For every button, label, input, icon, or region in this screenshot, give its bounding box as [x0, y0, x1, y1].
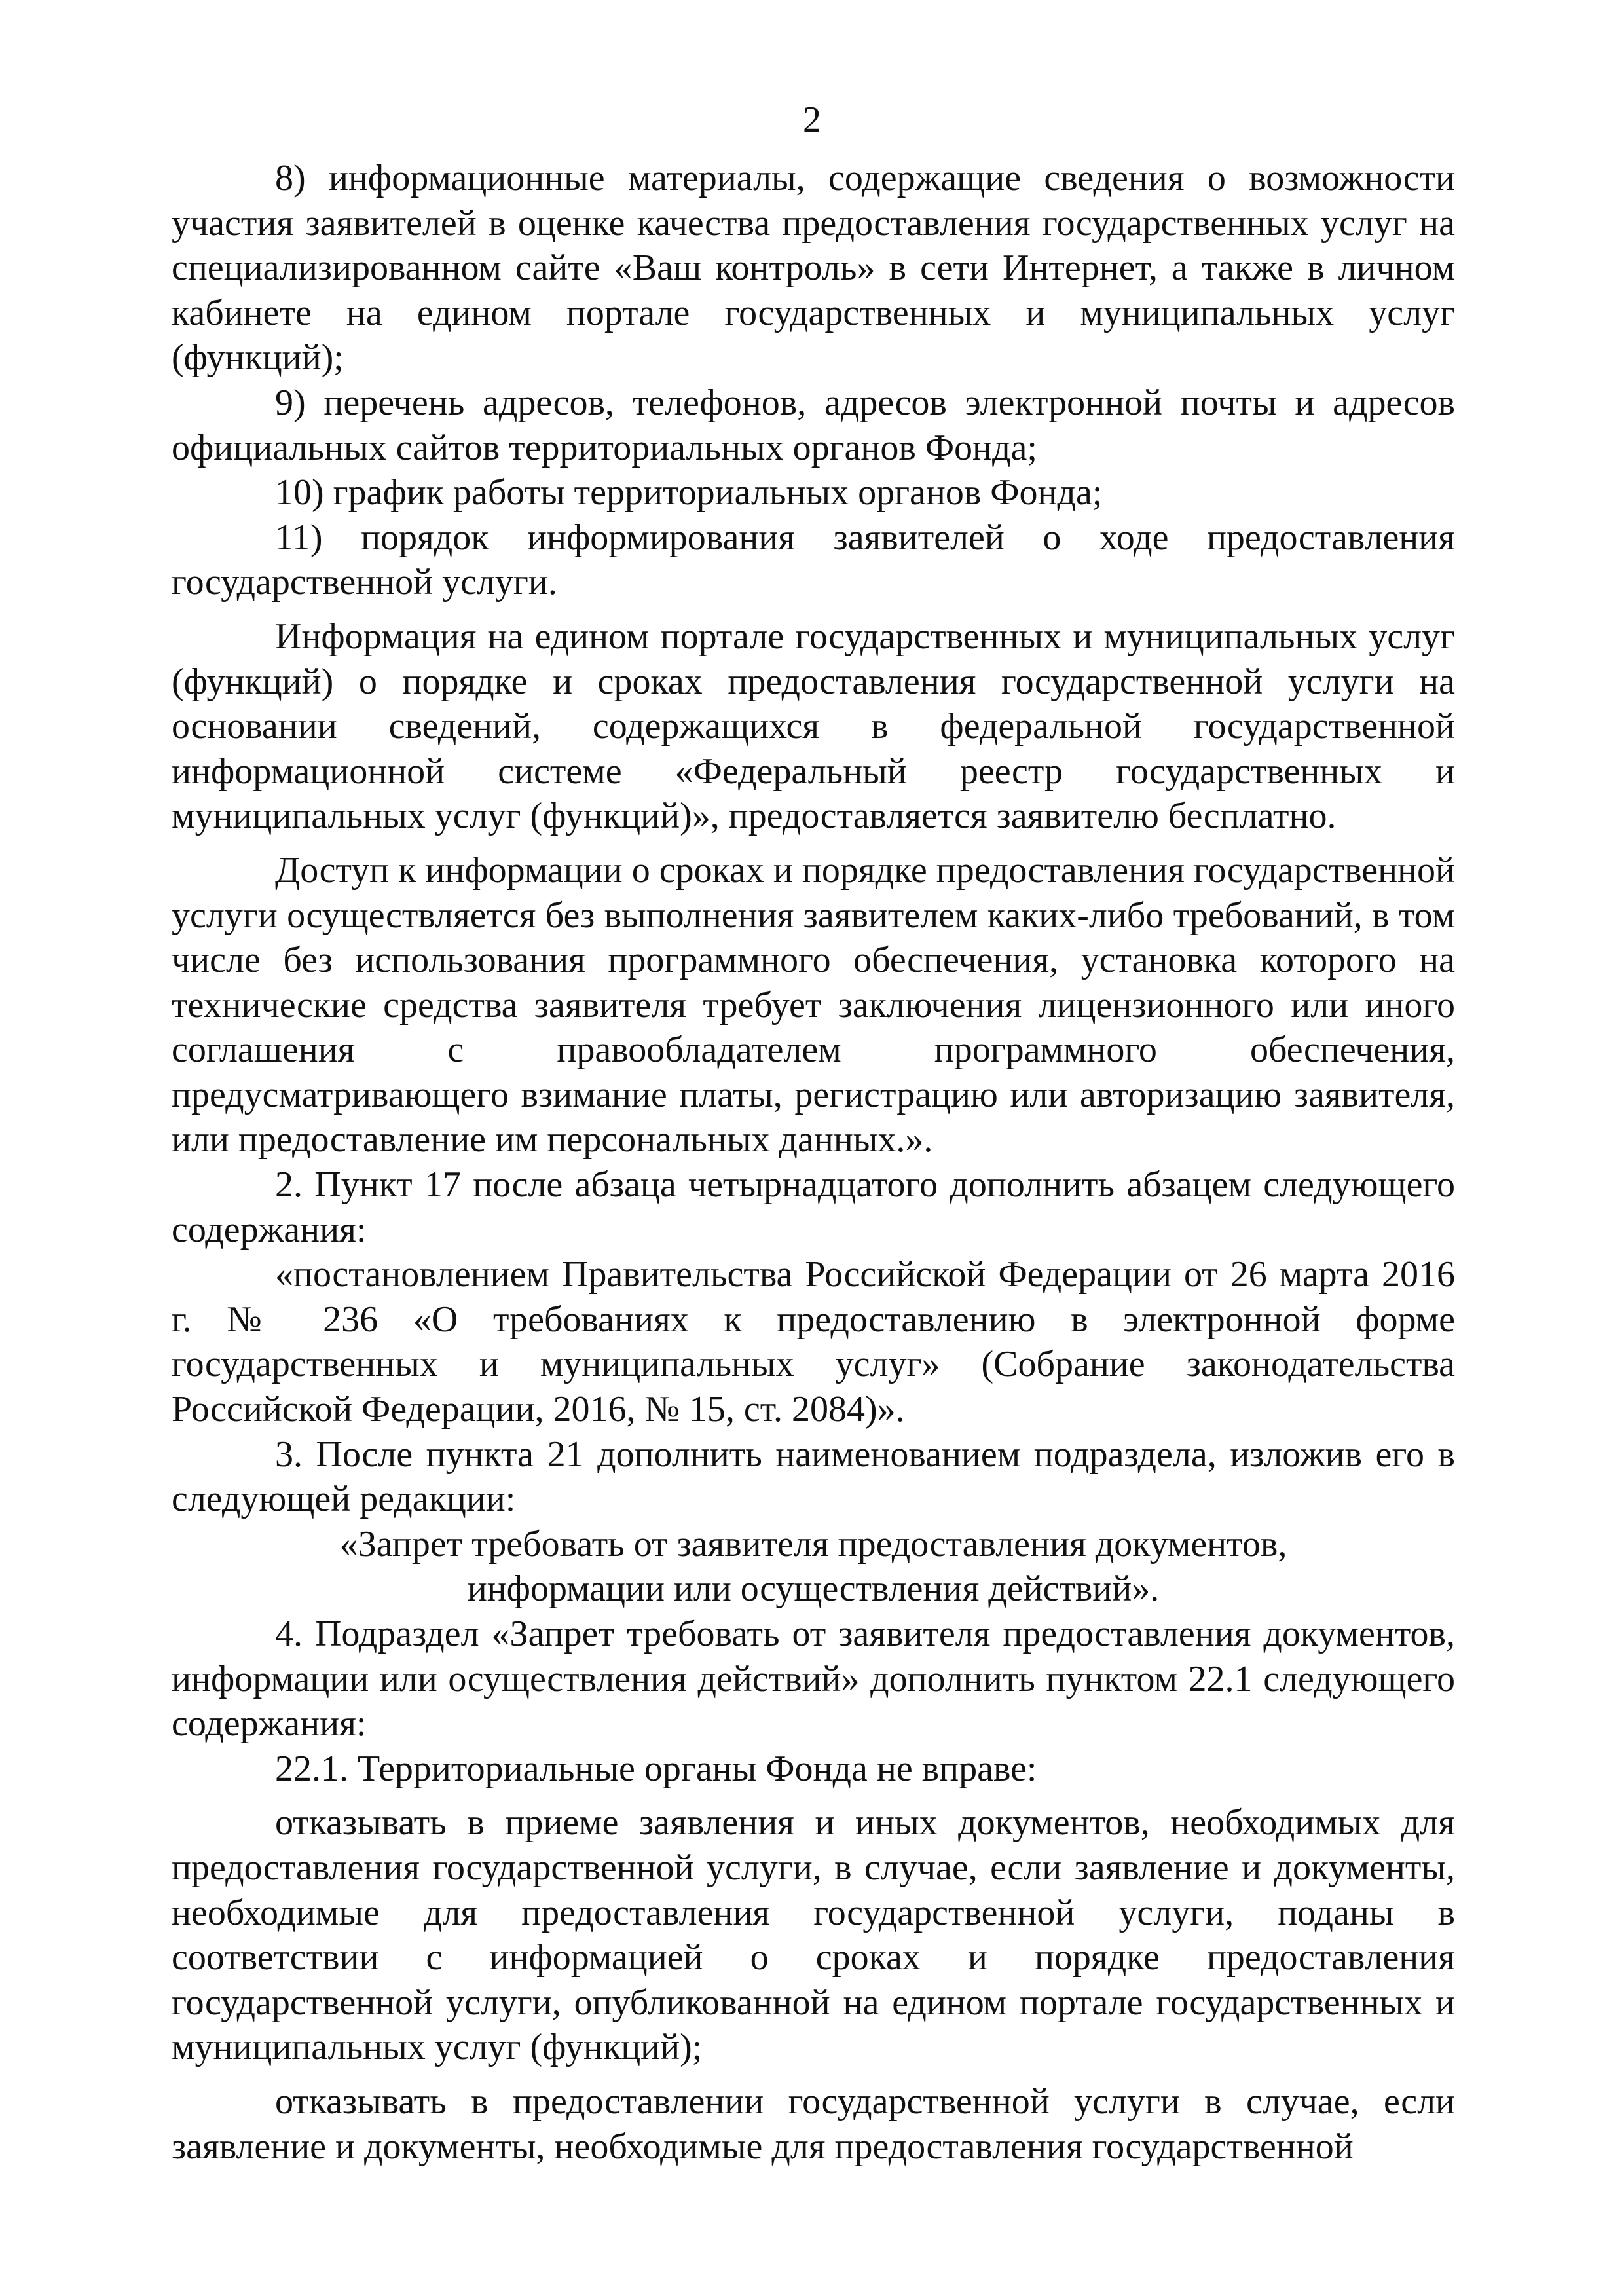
paragraph-point-22-1: 22.1. Территориальные органы Фонда не вправе:: [275, 1748, 1037, 1789]
paragraph-access-info: Доступ к информации о сроках и порядке предоставления государственной услуги осуществляется без выполнения заявителем каких-либо требований, в том числе без использования программного обеспечения, установка которого на технические средства заявителя требует заключения лицензионного или иного соглашения с правообладателем программного обеспечения, предусматривающего взимание платы, регистрацию или авторизацию заявителя, или предоставление им персональных данных.».: [172, 849, 1455, 1160]
paragraph-point-4: 4. Подраздел «Запрет требовать от заявителя предоставления документов, информации или осуществления действий» дополнить пунктом 22.1 следующего содержания:: [172, 1614, 1455, 1745]
paragraph-item-9: 9) перечень адресов, телефонов, адресов электронной почты и адресов официальных сайтов территориальных органов Фонда;: [172, 382, 1455, 468]
paragraph-resolution-quote: «постановлением Правительства Российской Федерации от 26 марта 2016 г. № 236 «О требованиях к предоставлению в электронной форме государственных и муниципальных услуг» (Собрание законодательства Российской Федерации, 2016, № 15, ст. 2084)».: [172, 1254, 1455, 1430]
paragraph-refuse-acceptance: отказывать в приеме заявления и иных документов, необходимых для предоставления государственной услуги, в случае, если заявление и документы, необходимые для предоставления государственной услуги, поданы в соответствии с информацией о сроках и порядке предоставления государственной услуги, опубликованной на едином портале государственных и муниципальных услуг (функций);: [172, 1802, 1455, 2068]
paragraph-item-8: 8) информационные материалы, содержащие сведения о возможности участия заявителей в оценке качества предоставления государственных услуг на специализированном сайте «Ваш контроль» в сети Интернет, а также в личном кабинете на едином портале государственных и муниципальных услуг (функций);: [172, 158, 1455, 379]
document-body: [172, 156, 1455, 2169]
subsection-heading-line-1: «Запрет требовать от заявителя предоставления документов,: [339, 1523, 1287, 1565]
paragraph-refuse-service: отказывать в предоставлении государственной услуги в случае, если заявление и документы, необходимые для предоставления государственной: [172, 2081, 1455, 2167]
subsection-heading-line-2: информации или осуществления действий».: [467, 1568, 1160, 1610]
paragraph-point-3: 3. После пункта 21 дополнить наименованием подраздела, изложив его в следующей редакции:: [172, 1434, 1455, 1520]
paragraph-point-2: 2. Пункт 17 после абзаца четырнадцатого дополнить абзацем следующего содержания:: [172, 1164, 1455, 1250]
page-number: 2: [803, 100, 821, 140]
paragraph-portal-info: Информация на едином портале государственных и муниципальных услуг (функций) о порядке и сроках предоставления государственной услуги на основании сведений, содержащихся в федеральной государственной информационной системе «Федеральный реестр государственных и муниципальных услуг (функций)», предоставляется заявителю бесплатно.: [172, 616, 1455, 837]
paragraph-item-10: 10) график работы территориальных органов Фонда;: [275, 472, 1103, 513]
paragraph-item-11: 11) порядок информирования заявителей о ходе предоставления государственной услуги.: [172, 517, 1455, 603]
subsection-heading: [172, 1522, 1455, 1612]
